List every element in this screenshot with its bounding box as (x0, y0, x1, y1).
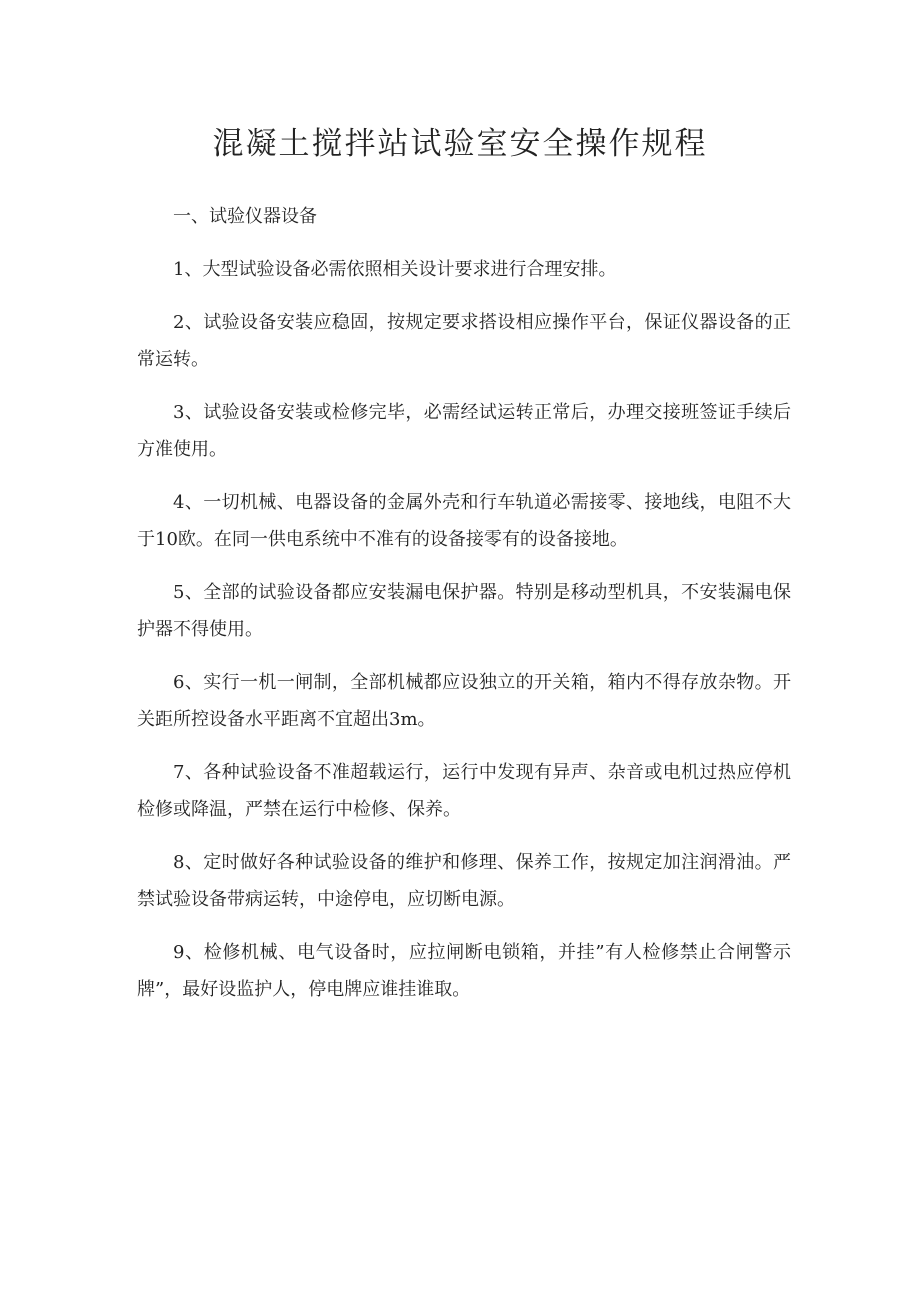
paragraph-6: 6、实行一机一闸制，全部机械都应设独立的开关箱，箱内不得存放杂物。开关距所控设备水平距离不宜超出3m。 (137, 672, 791, 730)
paragraph-7: 7、各种试验设备不准超载运行，运行中发现有异声、杂音或电机过热应停机检修或降温，严禁在运行中检修、保养。 (137, 762, 791, 820)
section-heading: 一、试验仪器设备 (173, 206, 317, 227)
document-title: 混凝土搅拌站试验室安全操作规程 (212, 126, 708, 162)
paragraph-4: 4、一切机械、电器设备的金属外壳和行车轨道必需接零、接地线，电阻不大于10欧。在同一供电系统中不准有的设备接零有的设备接地。 (137, 492, 791, 550)
paragraph-8: 8、定时做好各种试验设备的维护和修理、保养工作，按规定加注润滑油。严禁试验设备带病运转，中途停电，应切断电源。 (137, 852, 791, 910)
paragraph-9: 9、检修机械、电气设备时，应拉闸断电锁箱，并挂”有人检修禁止合闸警示牌”，最好设监护人，停电牌应谁挂谁取。 (137, 942, 791, 1000)
document-body (137, 198, 791, 1024)
paragraph-5: 5、全部的试验设备都应安装漏电保护器。特别是移动型机具，不安装漏电保护器不得使用。 (137, 582, 791, 640)
paragraph-2: 2、试验设备安装应稳固，按规定要求搭设相应操作平台，保证仪器设备的正常运转。 (137, 312, 791, 370)
paragraph-3: 3、试验设备安装或检修完毕，必需经试运转正常后，办理交接班签证手续后方准使用。 (137, 402, 791, 460)
paragraph-1: 1、大型试验设备必需依照相关设计要求进行合理安排。 (173, 259, 617, 280)
